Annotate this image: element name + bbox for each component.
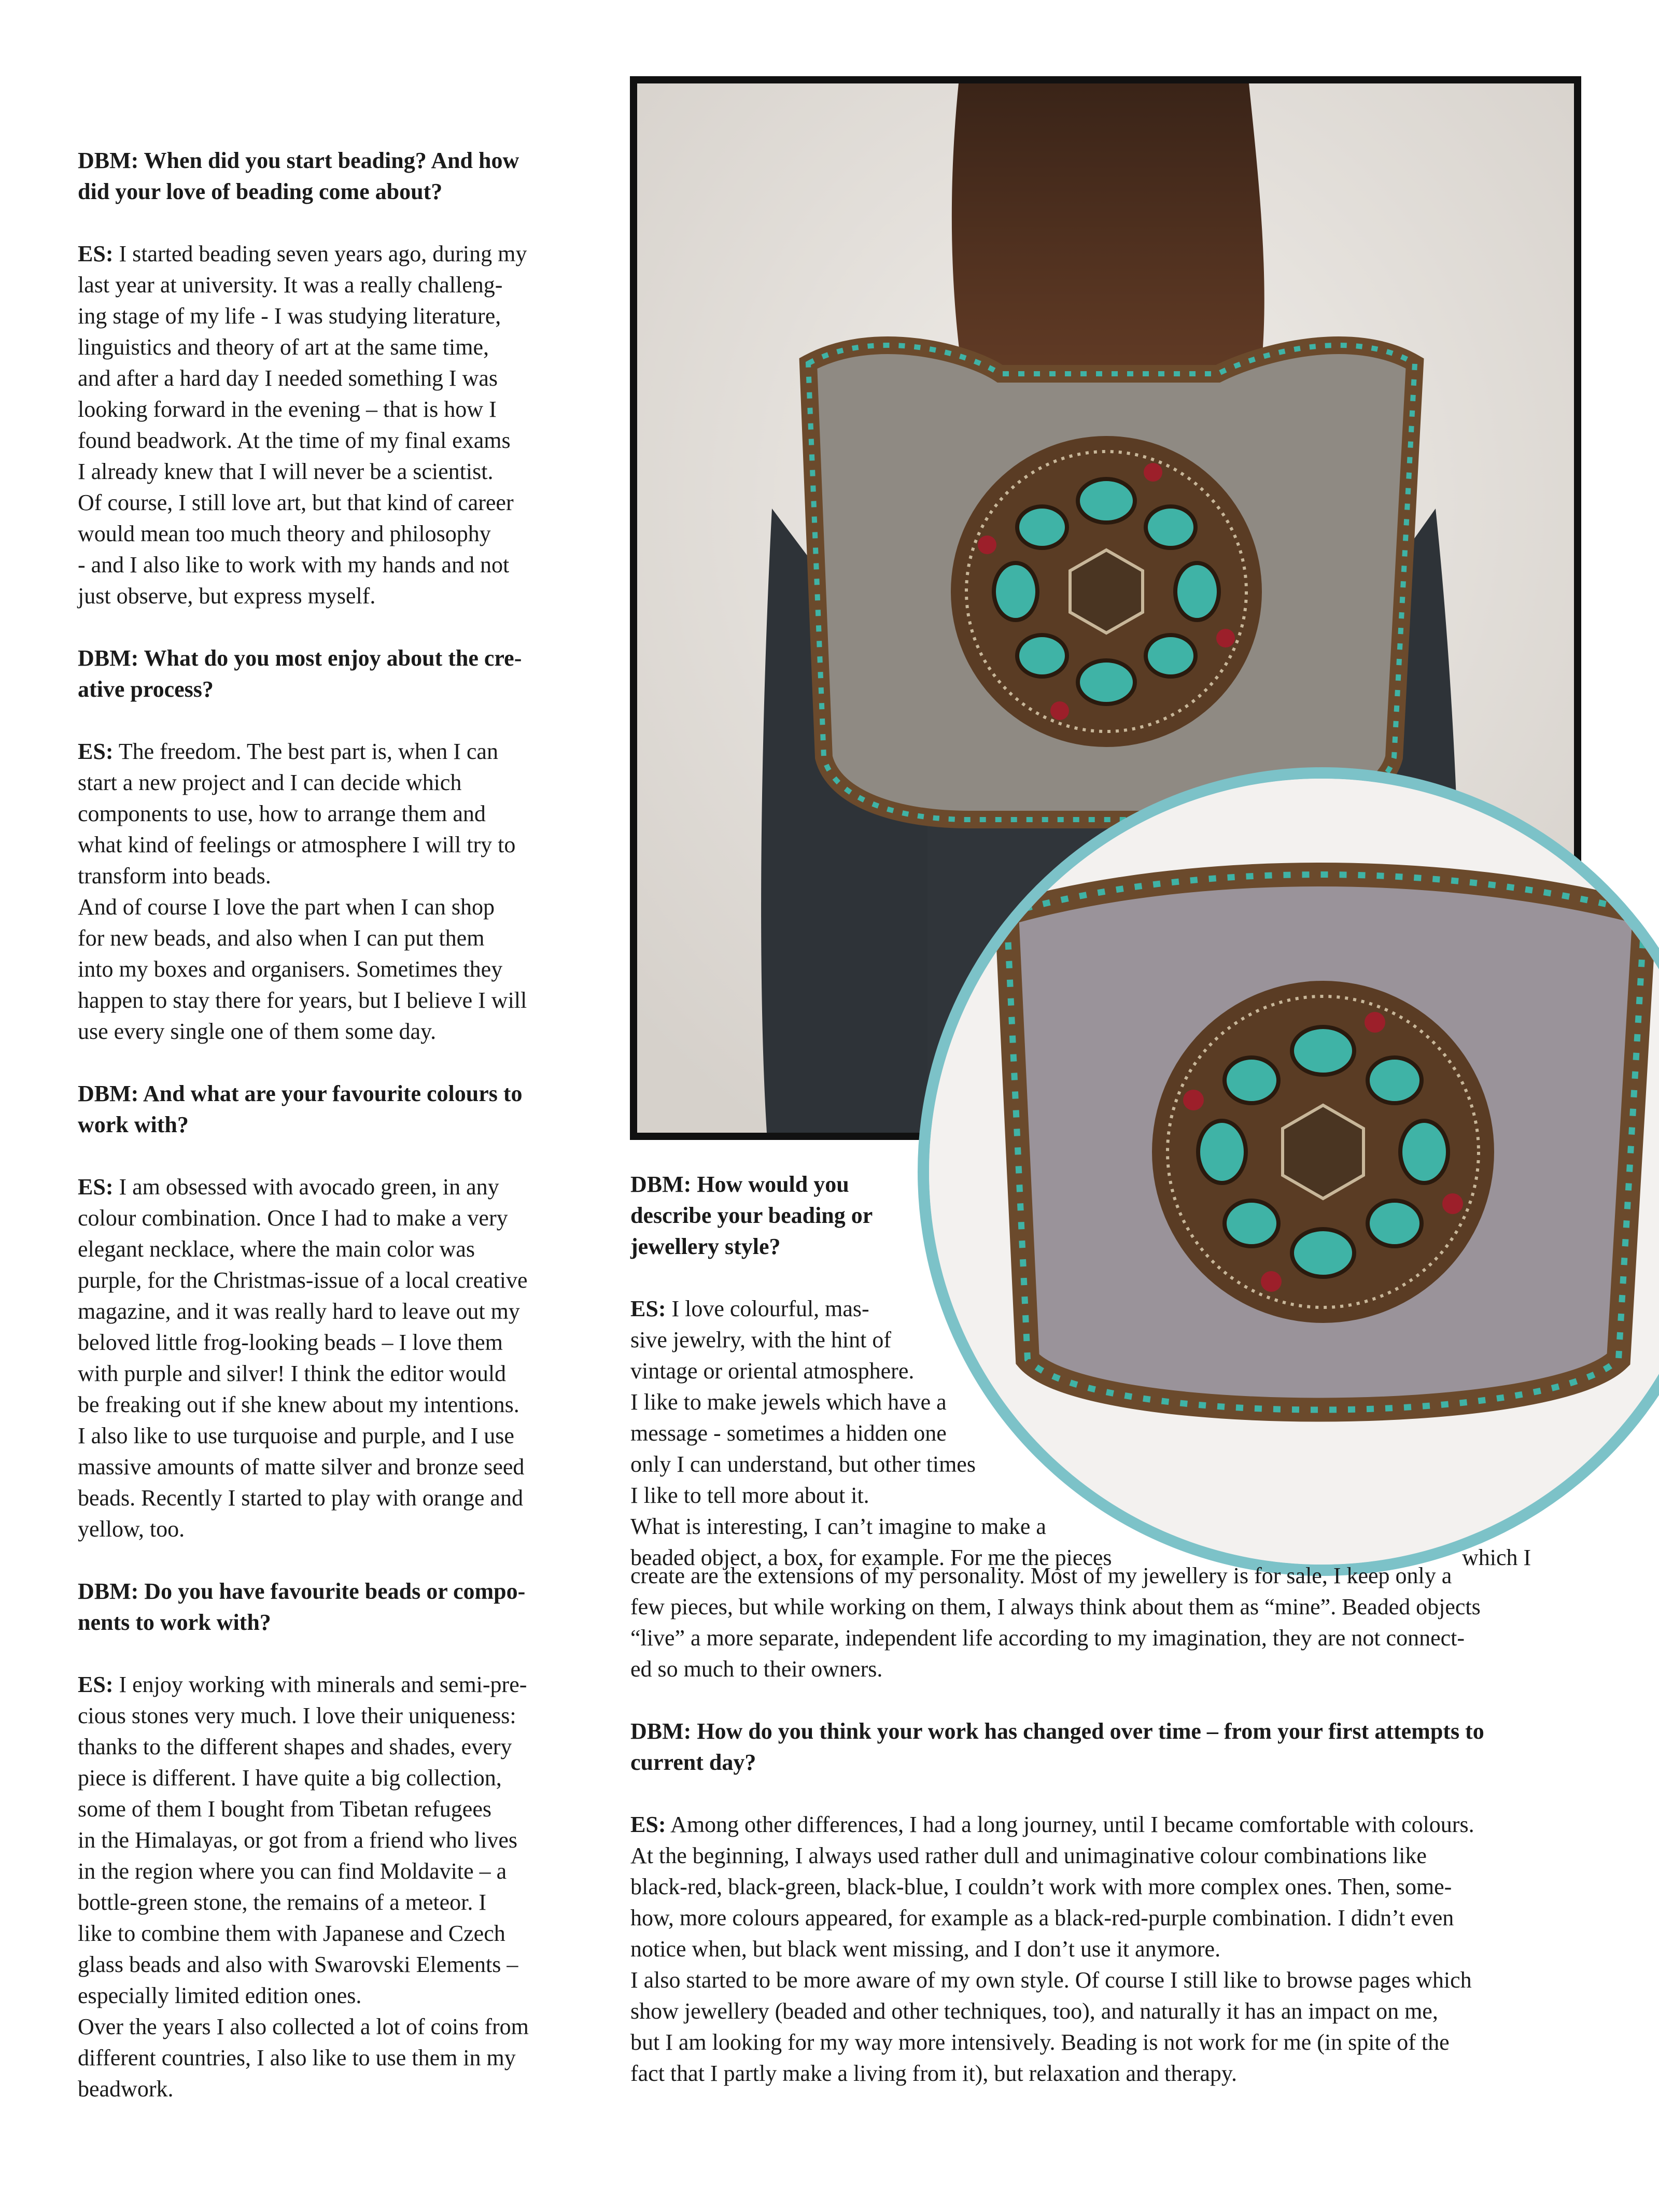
answer-text: I love colourful, mas- sive jewelry, with the hint of vintage or oriental atmosphere. I like to make jewels which have a message - sometimes a hidden one only I can understand, but other times I like to tell more about it. What is interesting, I can’t imagine to make a [630,1296,1046,1539]
answer [78,736,586,1047]
answer [78,238,586,612]
question: DBM: How would you describe your beading or jewellery style? [630,1172,873,1259]
answer-text: I started beading seven years ago, during my last year at university. It was a really challeng- ing stage of my life - I was studying literature, linguistics and theory of art at the same time, and after a hard day I needed something I was looking forward in the evening – that is how I found beadwork. At the time of my final exams I already knew that I will never be a scientist. Of course, I still love art, but that kind of career would mean too much theory and philosophy - and I also like to work with my hands and not just observe, but express myself. [78,241,527,609]
speaker-label: ES: [78,241,114,266]
answer [630,1293,1097,1542]
speaker-label: ES: [630,1812,666,1837]
speaker-label: ES: [78,1174,114,1200]
answer-text: I enjoy working with minerals and semi-pre- cious stones very much. I love their uniqueness: thanks to the different shapes and shades, every piece is different. I have quite a big collection, some of them I bought from Tibetan refugees in the Himalayas, or got from a friend who lives in the region where you can find Moldavite – a bottle-green stone, the remains of a meteor. I like to combine them with Japanese and Czech glass beads and also with Swarovski Elements – especially limited edition ones. Over the years I also collected a lot of coins from different countries, I also like to use them in my beadwork. [78,1672,529,2102]
question: DBM: When did you start beading? And how did your love of beading come about? [78,148,519,204]
right-lower-column [630,1560,1590,2089]
left-column [78,145,586,2105]
answer [630,1809,1590,2089]
speaker-label: ES: [78,1672,114,1697]
answer [78,1669,586,2105]
speaker-label: ES: [78,739,114,764]
answer [78,1172,586,1545]
wrap-left-text: beaded object, a box, for example. For me the pieces [630,1545,1112,1570]
question: DBM: What do you most enjoy about the cre- ative process? [78,645,522,702]
answer-text: The freedom. The best part is, when I can start a new project and I can decide which components to use, how to arrange them and what kind of feelings or atmosphere I will try to transform into beads. And of course I love the part when I can shop for new beads, and also when I can put them into my boxes and organisers. Sometimes they happen to stay there for years, but I believe I will use every single one of them some day. [78,739,527,1044]
right-upper-column [630,1169,1097,1542]
question: DBM: And what are your favourite colours to work with? [78,1081,523,1137]
question: DBM: Do you have favourite beads or compo- nents to work with? [78,1579,526,1635]
paragraph: create are the extensions of my personality. Most of my jewellery is for sale, I keep only a few pieces, but while working on them, I always think about them as “mine”. Beaded objects “live” a more separate, independent life according to my imagination, they are not connect- ed so much to their owners. [630,1563,1481,1682]
answer-text: I am obsessed with avocado green, in any colour combination. Once I had to make a very elegant necklace, where the main color was purple, for the Christmas-issue of a local creative magazine, and it was really hard to leave out my beloved little frog-looking beads – I love them with purple and silver! I think the editor would be freaking out if she knew about my intentions. I also like to use turquoise and purple, and I use massive amounts of matte silver and bronze seed beads. Recently I started to play with orange and yellow, too. [78,1174,528,1542]
wrap-right-text: which I [1462,1545,1531,1570]
question: DBM: How do you think your work has changed over time – from your first attempts to current day? [630,1718,1484,1775]
answer-text: Among other differences, I had a long journey, until I became comfortable with colours. At the beginning, I always used rather dull and unimaginative colour combinations like black-red, black-green, black-blue, I couldn’t work with more complex ones. Then, some- how, more colours appeared, for example as a black-red-purple combination. I didn’t even notice when, but black went missing, and I don’t use it anymore. I also started to be more aware of my own style. Of course I still like to browse pages which show jewellery (beaded and other techniques, too), and naturally it has an impact on me, but I am looking for my way more intensively. Beading is not work for me (in spite of the fact that I partly make a living from it), but relaxation and therapy. [630,1812,1474,2086]
speaker-label: ES: [630,1296,666,1321]
